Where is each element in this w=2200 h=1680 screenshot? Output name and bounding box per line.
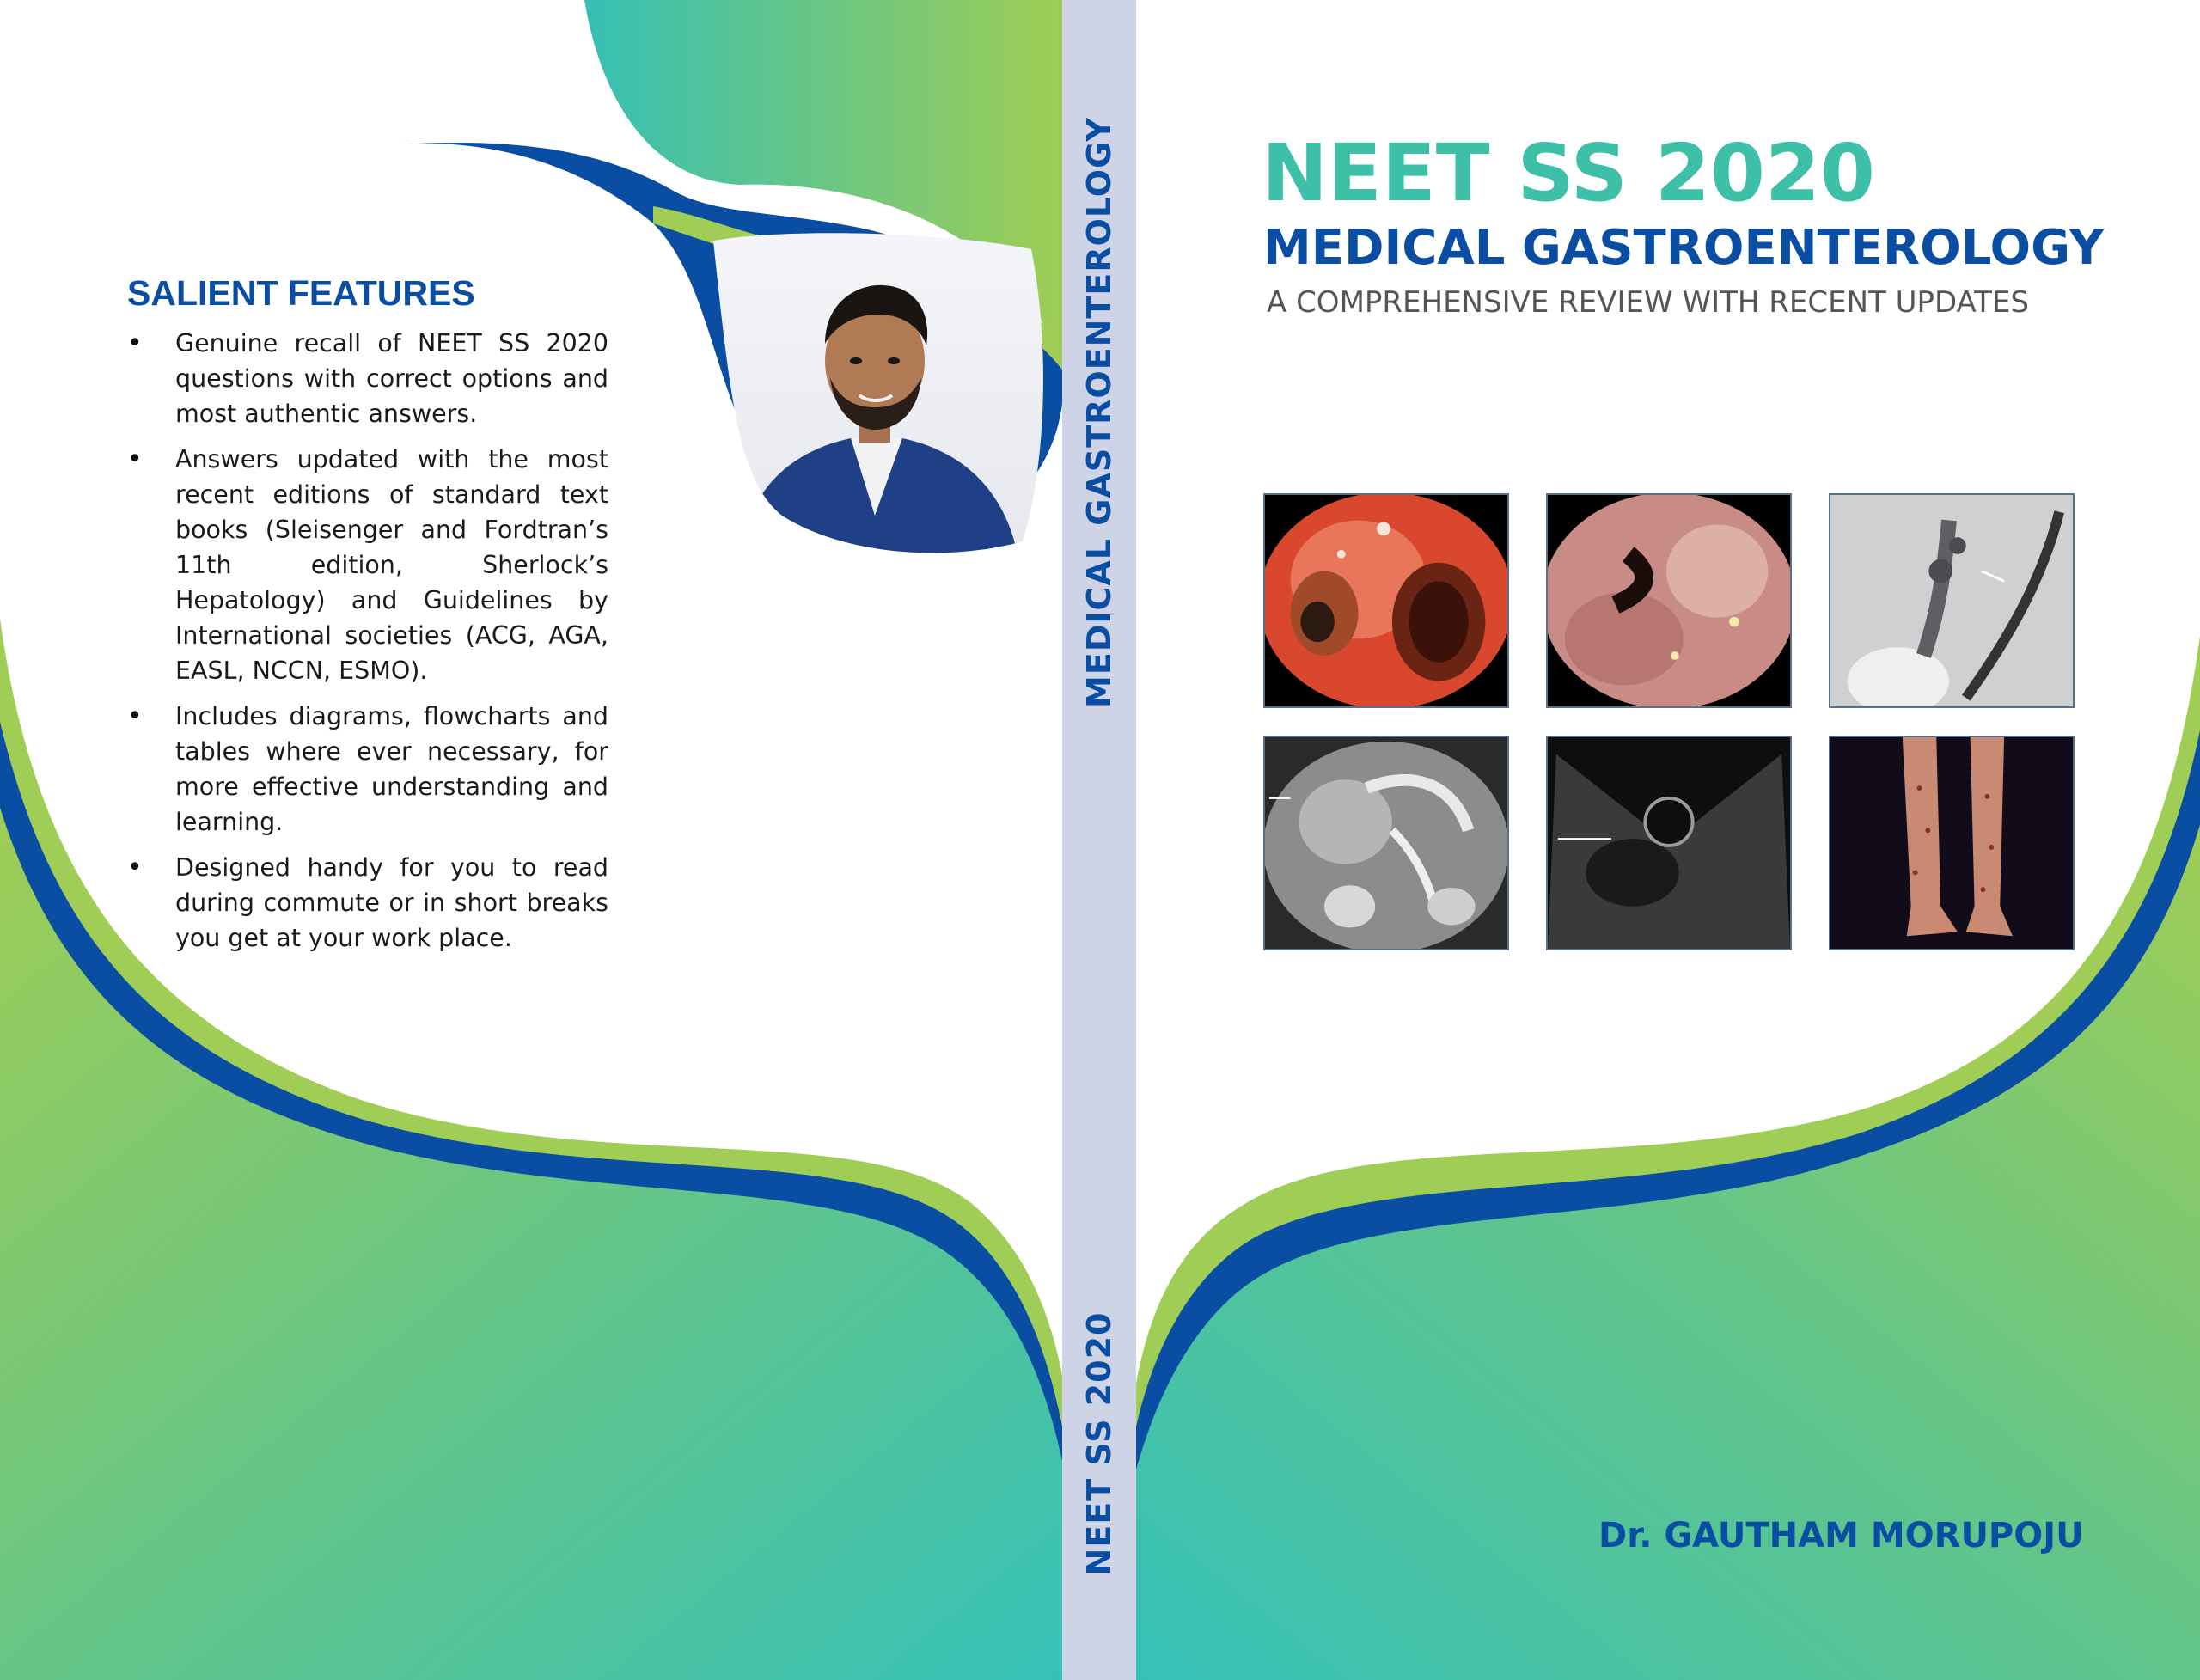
front-tagline: A COMPREHENSIVE REVIEW WITH RECENT UPDATES	[1267, 285, 2030, 320]
spine-title: MEDICAL GASTROENTEROLOGY	[1080, 117, 1118, 708]
front-subject: MEDICAL GASTROENTEROLOGY	[1263, 220, 2105, 276]
author-name: Dr. GAUTHAM MORUPOJU	[1598, 1516, 2084, 1555]
salient-features	[127, 273, 608, 966]
features-heading: SALIENT FEATURES	[127, 273, 475, 313]
endoscopic-ultrasound-image	[1546, 736, 1792, 950]
list-item: • Designed handy for you to read during commute or in short breaks you get at your work place.	[127, 850, 608, 956]
list-item: • Answers updated with the most recent editions of standard text books (Sleisenger and Fordtran’s 11th edition, Sherlock’s Hepatology) and Guidelines by International societies (ACG, AGA, EASL, NCCN, ESMO).	[127, 442, 608, 688]
endoscopy-ulcer-image	[1263, 493, 1509, 708]
legs-rash-image	[1829, 736, 2075, 950]
image-gallery	[1263, 493, 2075, 950]
list-item: • Includes diagrams, flowcharts and tables where ever necessary, for more effective understanding and learning.	[127, 699, 608, 840]
front-title: NEET SS 2020	[1262, 127, 1875, 219]
list-item: • Genuine recall of NEET SS 2020 questions with correct options and most authentic answers.	[127, 326, 608, 431]
cholangiogram-image	[1829, 493, 2075, 708]
spine-exam-name: NEET SS 2020	[1080, 1311, 1118, 1576]
book-spine	[1062, 0, 1136, 1680]
endoscopy-mucosa-image	[1546, 493, 1792, 708]
features-list	[127, 326, 608, 956]
author-portrait	[688, 232, 1048, 559]
ct-scan-image	[1263, 736, 1509, 950]
